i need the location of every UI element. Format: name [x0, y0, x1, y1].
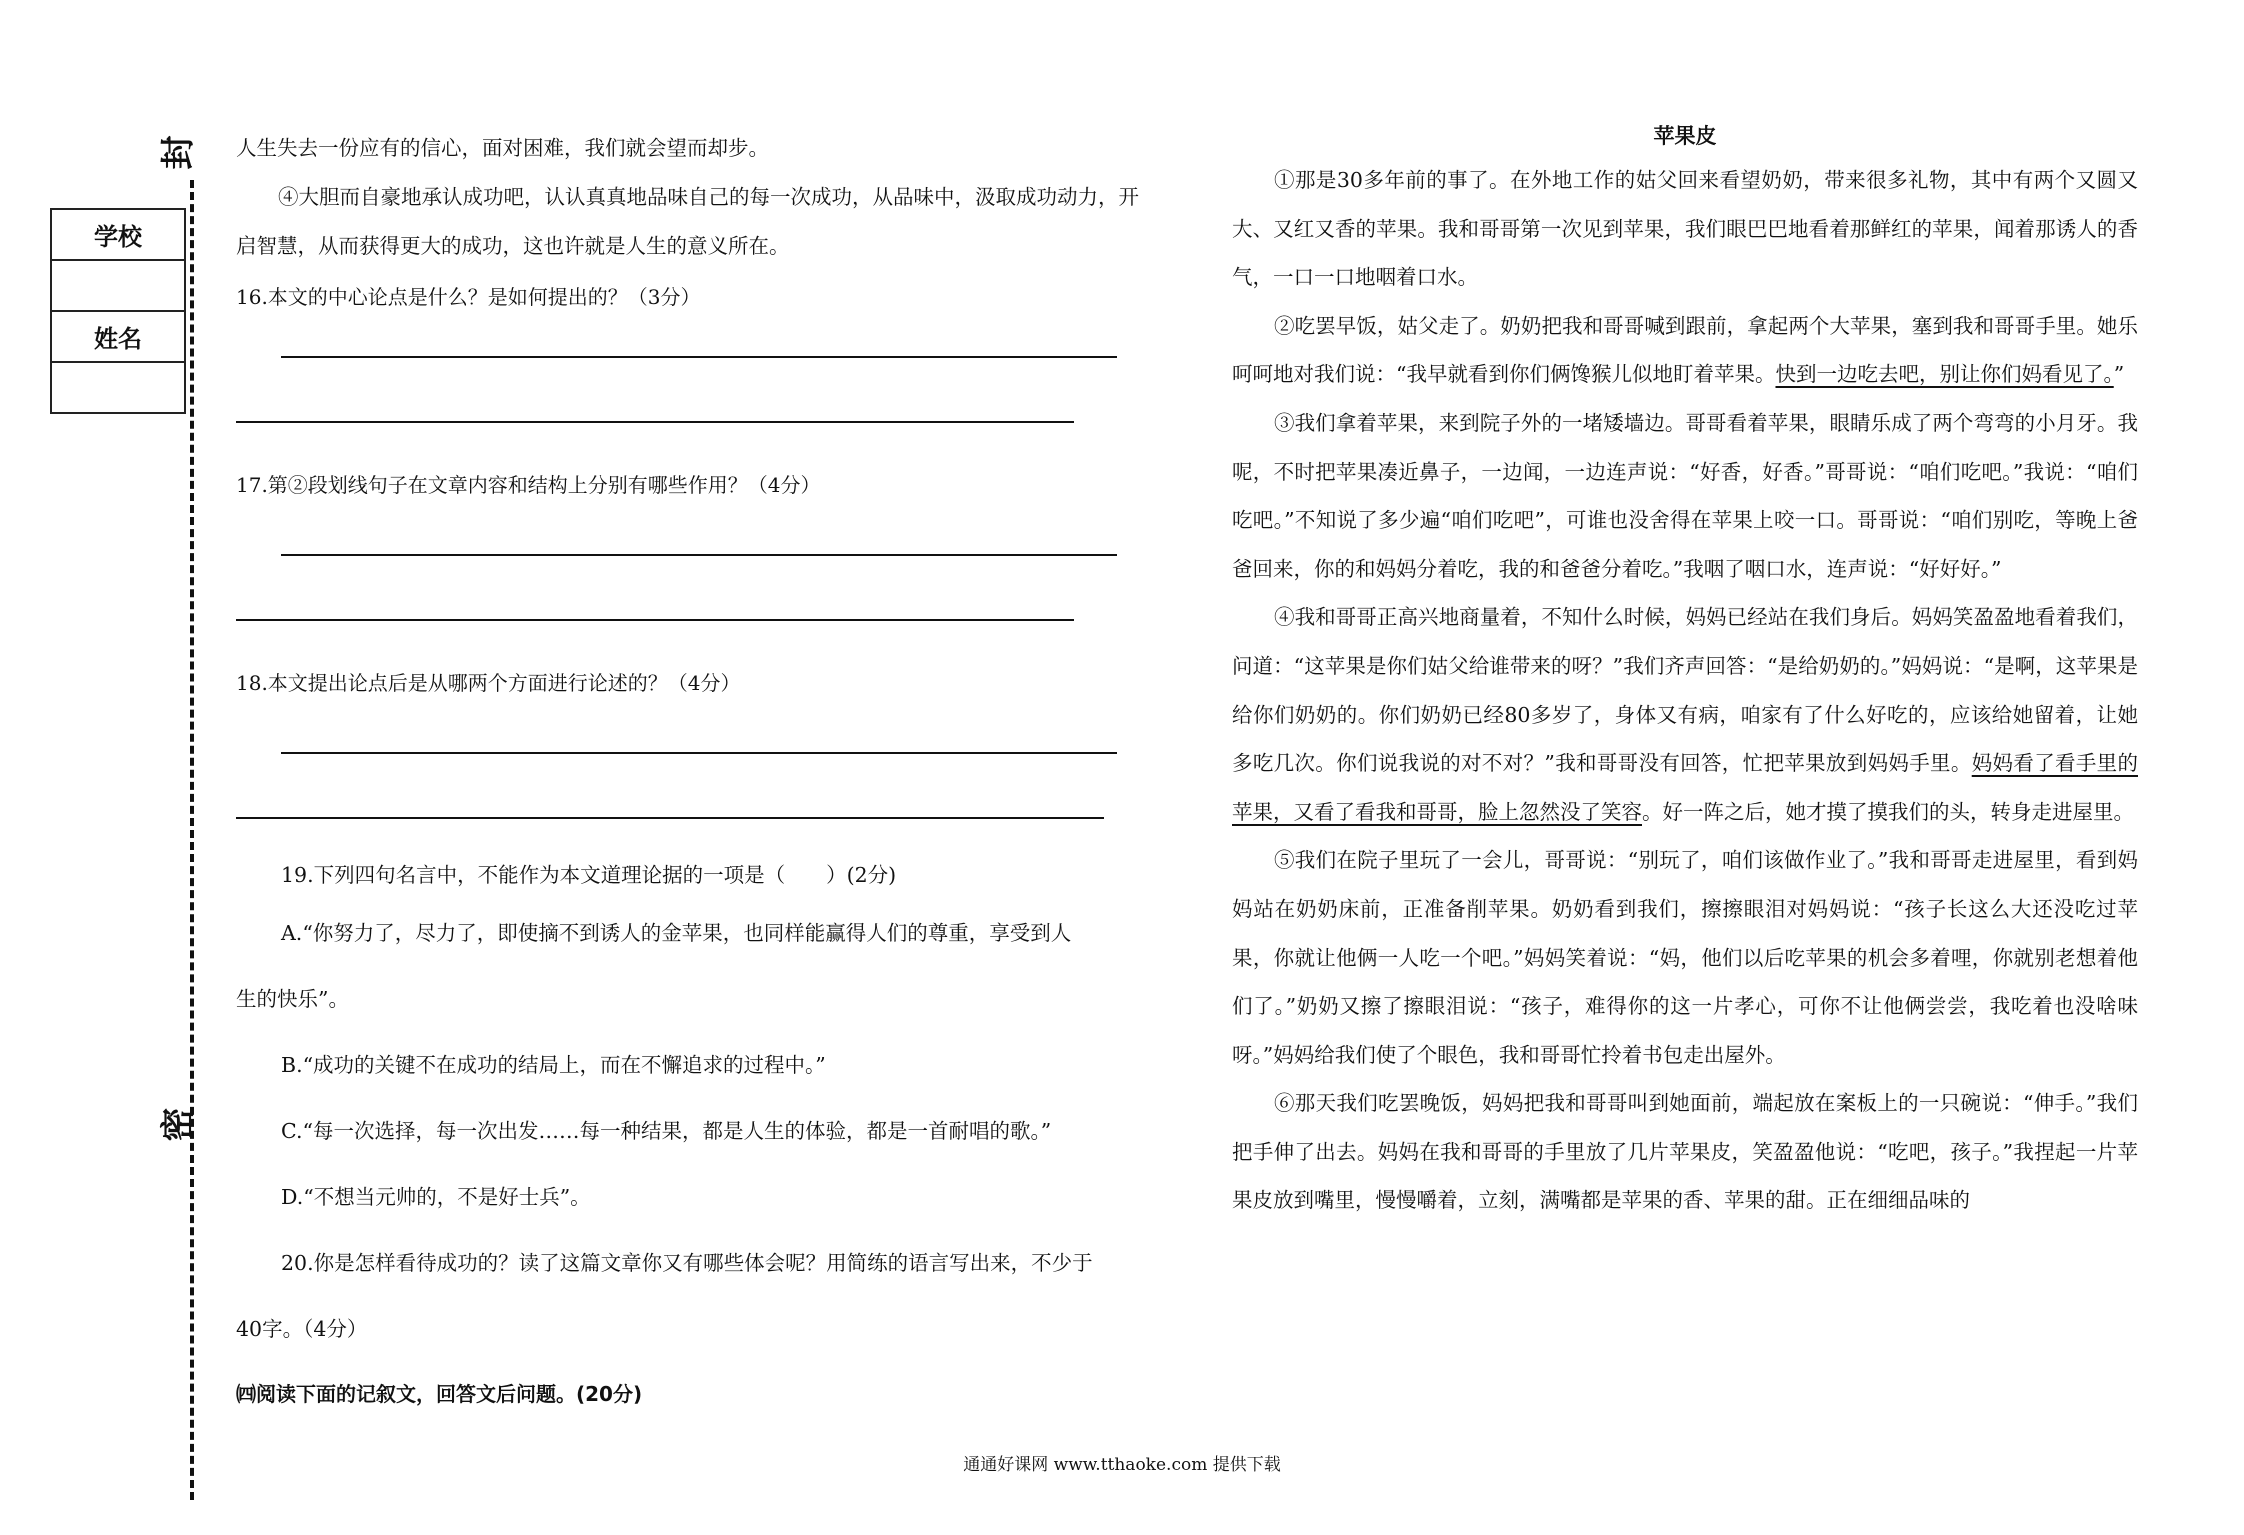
- question-19: 19.下列四句名言中，不能作为本文道理论据的一项是（ ）(2分): [281, 863, 897, 887]
- student-info-box: [50, 208, 186, 414]
- question-16: 16.本文的中心论点是什么？是如何提出的？（3分）: [236, 285, 701, 309]
- binding-char-bottom: 密: [158, 1107, 199, 1142]
- binding-dashed-line: [190, 180, 194, 1500]
- question-20-line2: 40字。（4分）: [236, 1317, 368, 1341]
- answer-line-18-1[interactable]: [281, 752, 1117, 754]
- option-d: D.“不想当元帅的，不是好士兵”。: [281, 1185, 591, 1209]
- option-b: B.“成功的关键不在成功的结局上，而在不懈追求的过程中。”: [281, 1053, 826, 1077]
- article-para-5: ⑤我们在院子里玩了一会儿，哥哥说：“别玩了，咱们该做作业了。”我和哥哥走进屋里，看到妈妈站在奶奶床前，正准备削苹果。奶奶看到我们，擦擦眼泪对妈妈说：“孩子长这么大还没吃过苹果，你就让他俩一人吃一个吧。”妈妈笑着说：“妈，他们以后吃苹果的机会多着哩，你就别老想着他们了。”奶奶又擦了擦眼泪说：“孩子，难得你的这一片孝心，可你不让他俩尝尝，我吃着也没啥味呀。”妈妈给我们使了个眼色，我和哥哥忙拎着书包走出屋外。: [1232, 848, 2138, 1067]
- question-20-line1: 20.你是怎样看待成功的？读了这篇文章你又有哪些体会呢？用简练的语言写出来，不少于: [281, 1251, 1093, 1275]
- answer-line-16-1[interactable]: [281, 356, 1117, 358]
- para-2-quote-end: ”: [2113, 362, 2125, 387]
- answer-line-17-1[interactable]: [281, 554, 1117, 556]
- article-para-2: [1232, 302, 2138, 399]
- option-c: C.“每一次选择，每一次出发……每一种结果，都是人生的体验，都是一首耐唱的歌。”: [281, 1119, 1052, 1143]
- article-para-3: ③我们拿着苹果，来到院子外的一堵矮墙边。哥哥看着苹果，眼睛乐成了两个弯弯的小月牙。我呢，不时把苹果凑近鼻子，一边闻，一边连声说：“好香，好香。”哥哥说：“咱们吃吧。”我说：“咱们吃吧。”不知说了多少遍“咱们吃吧”，可谁也没舍得在苹果上咬一口。哥哥说：“咱们别吃，等晚上爸爸回来，你的和妈妈分着吃，我的和爸爸分着吃。”我咽了咽口水，连声说：“好好好。”: [1232, 410, 2138, 581]
- para-4-text: ④我和哥哥正高兴地商量着，不知什么时候，妈妈已经站在我们身后。妈妈笑盈盈地看着我们，问道：“这苹果是你们姑父给谁带来的呀？”我们齐声回答：“是给奶奶的。”妈妈说：“是啊，这苹果是给你们奶奶的。你们奶奶已经80多岁了，身体又有病，咱家有了什么好吃的，应该给她留着，让她多吃几次。你们说我说的对不对？”我和哥哥没有回答，忙把苹果放到妈妈手里。: [1232, 605, 2138, 776]
- para-continue: 人生失去一份应有的信心，面对困难，我们就会望而却步。: [236, 136, 769, 160]
- name-field[interactable]: [52, 363, 184, 414]
- name-label: 姓名: [52, 312, 184, 363]
- section-4-heading: ㈣阅读下面的记叙文，回答文后问题。(20分): [236, 1382, 643, 1406]
- answer-line-17-2[interactable]: [236, 619, 1074, 621]
- footer-source: 通通好课网 www.tthaoke.com 提供下载: [963, 1455, 1281, 1475]
- answer-line-16-2[interactable]: [236, 421, 1074, 423]
- school-field[interactable]: [52, 261, 184, 312]
- article-title: 苹果皮: [1653, 124, 1717, 148]
- para-4-underlined-sentence: 妈妈看了看手里的苹果，又看了看我和哥哥，脸上忽然没了笑容: [1232, 751, 2138, 824]
- right-column: [1232, 124, 2138, 1225]
- answer-line-18-2[interactable]: [236, 817, 1104, 819]
- option-a-line1: A.“你努力了，尽力了，即使摘不到诱人的金苹果，也同样能赢得人们的尊重，享受到人: [281, 921, 1072, 945]
- question-17: 17.第②段划线句子在文章内容和结构上分别有哪些作用？（4分）: [236, 473, 821, 497]
- left-column: [236, 124, 1142, 1407]
- para-2-underlined-sentence: 快到一边吃去吧，别让你们妈看见了。: [1775, 362, 2114, 387]
- para-2-text: ②吃罢早饭，姑父走了。奶奶把我和哥哥喊到跟前，拿起两个大苹果，塞到我和哥哥手里。她乐呵呵地对我们说：“我早就看到你们俩馋猴儿似地盯着苹果。: [1232, 313, 2138, 387]
- para-4: ④大胆而自豪地承认成功吧，认认真真地品味自己的每一次成功，从品味中，汲取成功动力，开启智慧，从而获得更大的成功，这也许就是人生的意义所在。: [236, 185, 1139, 258]
- binding-char-top: 封: [158, 135, 199, 170]
- article-para-6: ⑥那天我们吃罢晚饭，妈妈把我和哥哥叫到她面前，端起放在案板上的一只碗说：“伸手。”我们把手伸了出去。妈妈在我和哥哥的手里放了几片苹果皮，笑盈盈他说：“吃吧，孩子。”我捏起一片苹果皮放到嘴里，慢慢嚼着，立刻，满嘴都是苹果的香、苹果的甜。正在细细品味的: [1232, 1091, 2138, 1213]
- option-a-line2: 生的快乐”。: [236, 987, 349, 1011]
- para-4-text-end: 。好一阵之后，她才摸了摸我们的头，转身走进屋里。: [1642, 799, 2134, 824]
- article-para-1: ①那是30多年前的事了。在外地工作的姑父回来看望奶奶，带来很多礼物，其中有两个又圆又大、又红又香的苹果。我和哥哥第一次见到苹果，我们眼巴巴地看着那鲜红的苹果，闻着那诱人的香气，一口一口地咽着口水。: [1232, 168, 2138, 290]
- article-para-4: [1232, 593, 2138, 836]
- question-18: 18.本文提出论点后是从哪两个方面进行论述的？（4分）: [236, 671, 741, 695]
- school-label: 学校: [52, 210, 184, 261]
